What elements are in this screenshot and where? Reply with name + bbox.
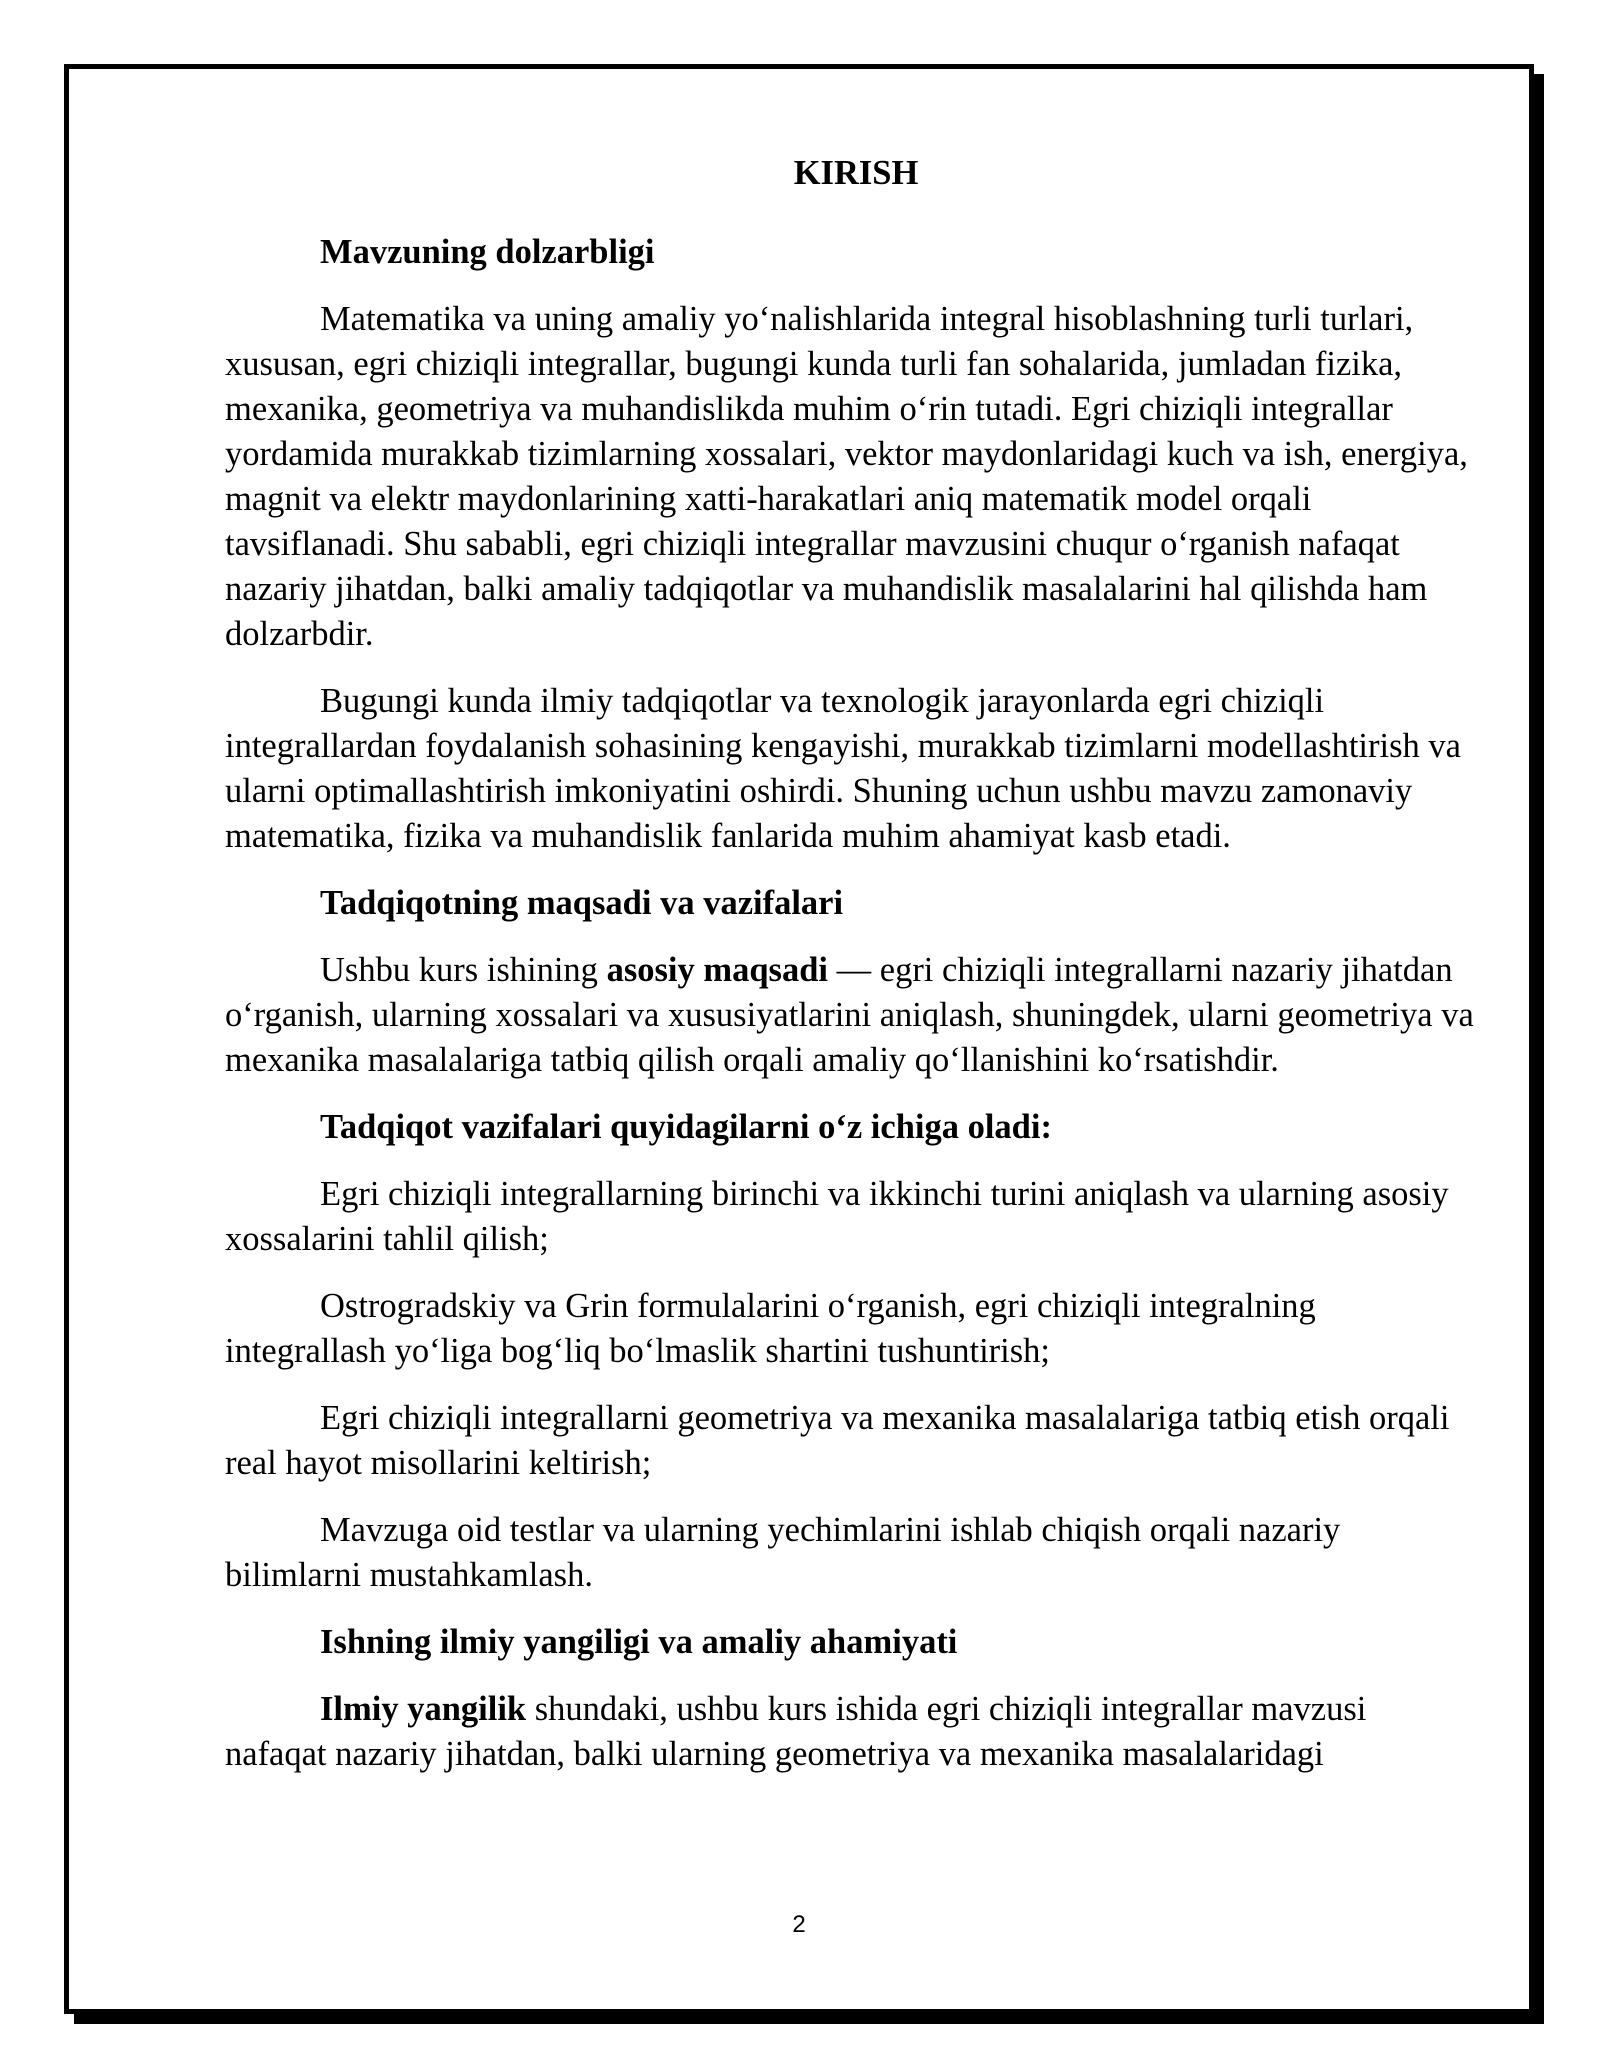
section-heading-goals: Tadqiqotning maqsadi va vazifalari xyxy=(320,884,844,922)
section-heading-relevance: Mavzuning dolzarbligi xyxy=(320,233,655,271)
goal-text-start: Ushbu kurs ishining xyxy=(320,951,607,989)
goal-text-rest: — egri chiziqli integrallarni nazariy jihatdan o‘rganish, ularning xossalari va xususiyatlarini aniqlash, shuningdek, ularni geometriya va mexanika masalalariga tatbiq qilish orqali amaliy qo‘llanishini ko‘rsatishdir. xyxy=(225,951,1474,1079)
novelty-bold-term: Ilmiy yangilik xyxy=(320,1690,527,1728)
paragraph-goal xyxy=(225,948,1475,1083)
section-heading-tasks: Tadqiqot vazifalari quyidagilarni o‘z ichiga oladi: xyxy=(320,1108,1052,1146)
page-number: 2 xyxy=(792,1911,806,1938)
task-item: Mavzuga oid testlar va ularning yechimlarini ishlab chiqish orqali nazariy bilimlarni mustahkamlash. xyxy=(225,1511,1341,1594)
paragraph-relevance-1: Matematika va uning amaliy yo‘nalishlarida integral hisoblashning turli turlari, xususan, egri chiziqli integrallar, bugungi kunda turli fan sohalarida, jumladan fizika, mexanika, geometriya va muhandislikda muhim o‘rin tutadi. Egri chiziqli integrallar yordamida murakkab tizimlarning xossalari, vektor maydonlaridagi kuch va ish, energiya, magnit va elektr maydonlarining xatti-harakatlari aniq matematik model orqali tavsiflanadi. Shu sababli, egri chiziqli integrallar mavzusini chuqur o‘rganish nafaqat nazariy jihatdan, balki amaliy tadqiqotlar va muhandislik masalalarini hal qilishda ham dolzarbdir. xyxy=(225,300,1468,653)
paragraph-novelty xyxy=(225,1687,1475,1777)
task-item: Ostrogradskiy va Grin formulalarini o‘rganish, egri chiziqli integralning integrallash yo‘liga bog‘liq bo‘lmaslik shartini tushuntirish; xyxy=(225,1287,1316,1370)
section-heading-novelty: Ishning ilmiy yangiligi va amaliy ahamiyati xyxy=(320,1623,958,1661)
task-item: Egri chiziqli integrallarning birinchi va ikkinchi turini aniqlash va ularning asosiy xossalarini tahlil qilish; xyxy=(225,1175,1449,1258)
task-item: Egri chiziqli integrallarni geometriya va mexanika masalalariga tatbiq etish orqali real hayot misollarini keltirish; xyxy=(225,1399,1450,1482)
document-title: KIRISH xyxy=(793,154,919,192)
goal-bold-term: asosiy maqsadi xyxy=(606,951,828,989)
paragraph-relevance-2: Bugungi kunda ilmiy tadqiqotlar va texnologik jarayonlarda egri chiziqli integrallardan foydalanish sohasining kengayishi, murakkab tizimlarni modellashtirish va ularni optimallashtirish imkoniyatini oshirdi. Shuning uchun ushbu mavzu zamonaviy matematika, fizika va muhandislik fanlarida muhim ahamiyat kasb etadi. xyxy=(225,682,1461,855)
document-body xyxy=(225,151,1475,1799)
page-frame xyxy=(64,64,1534,2014)
novelty-text-rest: shundaki, ushbu kurs ishida egri chiziqli integrallar mavzusi nafaqat nazariy jihatdan, balki ularning geometriya va mexanika masalalaridagi xyxy=(225,1690,1367,1773)
